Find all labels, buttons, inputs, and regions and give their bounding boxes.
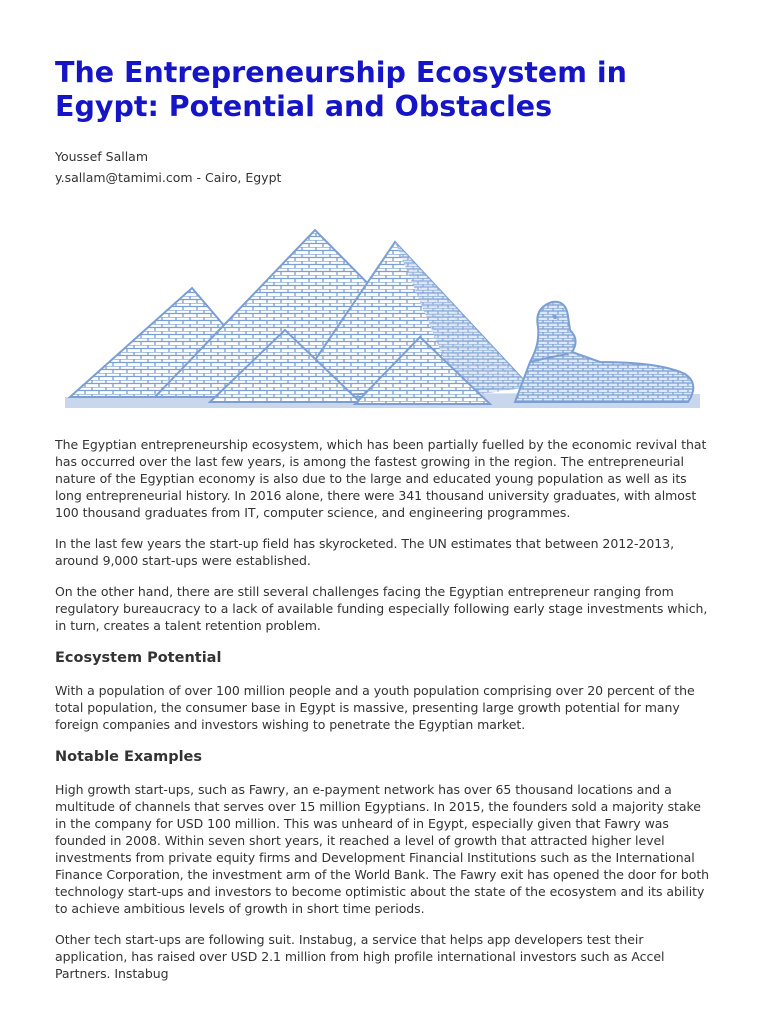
author-contact: y.sallam@tamimi.com - Cairo, Egypt <box>55 170 282 185</box>
article-title: The Entrepreneurship Ecosystem in Egypt: Potential and Obstacles <box>55 56 627 123</box>
heading-notable-examples: Notable Examples <box>55 749 203 765</box>
pyramids-and-sphinx-illustration <box>60 212 715 422</box>
author-name: Youssef Sallam <box>55 149 149 164</box>
paragraph-instabug: Other tech start-ups are following suit. Instabug, a service that helps app developers test their application, has raised over USD 2.1 million from high profile international investors such as Accel Partners. Instabug <box>55 932 665 981</box>
paragraph-intro: The Egyptian entrepreneurship ecosystem, which has been partially fuelled by the economic revival that has occurred over the last few years, is among the fastest growing in the region. The entrepreneurial nature of the Egyptian economy is also due to the large and educated young population as well as its long entrepreneurial history. In 2016 alone, there were 341 thousand university graduates, with almost 100 thousand graduates from IT, computer science, and engineering programmes. <box>55 437 707 520</box>
paragraph-fawry: High growth start-ups, such as Fawry, an e-payment network has over 65 thousand locations and a multitude of channels that serves over 15 million Egyptians. In 2015, the founders sold a majority stake in the company for USD 100 million. This was unheard of in Egypt, especially given that Fawry was founded in 2008. Within seven short years, it reached a level of growth that attracted higher level investments from private equity firms and Development Financial Institutions such as the International Finance Corporation, the investment arm of the World Bank. The Fawry exit has opened the door for both technology start-ups and investors to become optimistic about the state of the ecosystem and its ability to achieve ambitious levels of growth in short time periods. <box>55 782 710 916</box>
paragraph-startups: In the last few years the start-up field has skyrocketed. The UN estimates that between 2012-2013, around 9,000 start-ups were established. <box>55 536 675 568</box>
paragraph-challenges: On the other hand, there are still several challenges facing the Egyptian entrepreneur ranging from regulatory bureaucracy to a lack of available funding especially following early stage investments which, in turn, creates a talent retention problem. <box>55 584 708 633</box>
heading-ecosystem-potential: Ecosystem Potential <box>55 650 222 666</box>
sphinx-shape <box>515 302 693 402</box>
paragraph-potential: With a population of over 100 million people and a youth population comprising over 20 percent of the total population, the consumer base in Egypt is massive, presenting large growth potential for many foreign companies and investors wishing to penetrate the Egyptian market. <box>55 683 695 732</box>
article-body <box>55 436 715 996</box>
author-block <box>55 146 281 188</box>
